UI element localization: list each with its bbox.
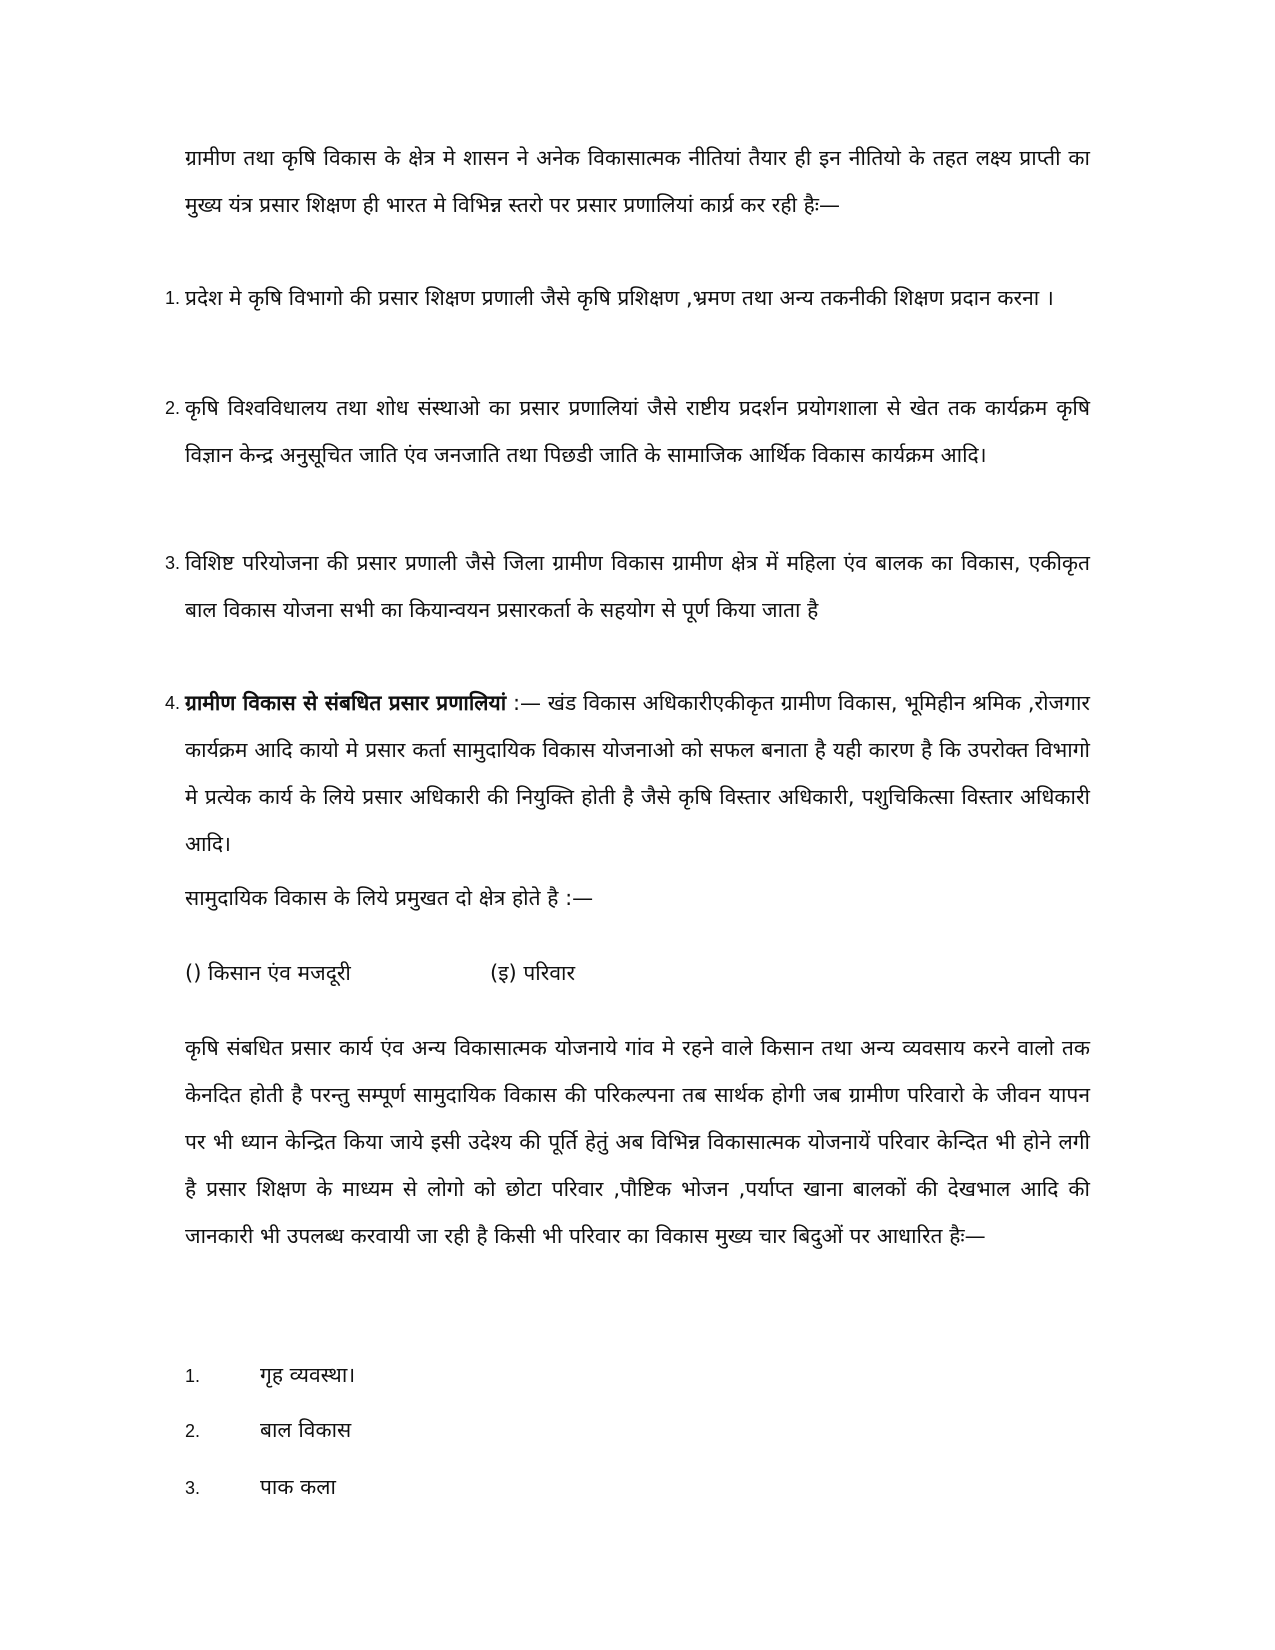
list-item-2: [165, 385, 1090, 479]
item-lead-heading: ग्रामीण विकास से संबधित प्रसार प्रणालियां: [185, 691, 507, 715]
community-heading: सामुदायिक विकास के लिये प्रमुखत दो क्षेत्र होते है :—: [185, 886, 594, 910]
item-body: :— खंड विकास अधिकारीएकीकृत ग्रामीण विकास, भूमिहीन श्रमिक ,रोजगार कार्यक्रम आदि कायो मे प्रसार कर्ता सामुदायिक विकास योजनाओ को सफल बनाता है यही कारण है कि उपरोक्त विभागो मे प्रत्येक कार्य के लिये प्रसार अधिकारी की नियुक्ति होती है जैसे कृषि विस्तार अधिकारी, पशुचिकित्सा विस्तार अधिकारी आदि।: [185, 691, 1090, 856]
point-number: 3.: [185, 1478, 201, 1498]
item-number: 3.: [165, 553, 181, 573]
point-2: [185, 1410, 785, 1451]
area-a: () किसान एंव मजदूरी: [185, 961, 351, 985]
item-text: कृषि विश्वविधालय तथा शोध संस्थाओ का प्रसार प्रणालियां जैसे राष्टीय प्रदर्शन प्रयोगशाला से खेत तक कार्यक्रम कृषि विज्ञान केन्द्र अनुसूचित जाति एंव जनजाति तथा पिछडी जाति के सामाजिक आर्थिक विकास कार्यक्रम आदि।: [185, 396, 1090, 467]
item-text: [185, 680, 1090, 868]
list-item-1: [165, 275, 1090, 322]
point-3: [185, 1467, 785, 1508]
point-text: गृह व्यवस्था।: [260, 1363, 356, 1387]
point-number: 1.: [185, 1366, 201, 1386]
point-1: [185, 1355, 785, 1396]
point-text: बाल विकास: [260, 1418, 352, 1442]
item-number: 1.: [165, 288, 181, 308]
list-item-4: [165, 680, 1090, 868]
intro-paragraph: ग्रामीण तथा कृषि विकास के क्षेत्र मे शासन ने अनेक विकासात्मक नीतियां तैयार ही इन नीतियो के तहत लक्ष्य प्राप्ती का मुख्य यंत्र प्रसार शिक्षण ही भारत मे विभिन्न स्तरो पर प्रसार प्रणालियां कार्य्र कर रही हैः—: [185, 146, 1090, 217]
item-text: प्रदेश मे कृषि विभागो की प्रसार शिक्षण प्रणाली जैसे कृषि प्रशिक्षण ,भ्रमण तथा अन्य तकनीकी शिक्षण प्रदान करना ।: [185, 286, 1054, 310]
body-paragraph: कृषि संबधित प्रसार कार्य एंव अन्य विकासात्मक योजनाये गांव मे रहने वाले किसान तथा अन्य व्यवसाय करने वालो तक केनदित होती है परन्तु सम्पूर्ण सामुदायिक विकास की परिकल्पना तब सार्थक होगी जब ग्रामीण परिवारो के जीवन यापन पर भी ध्यान केन्द्रित किया जाये इसी उदेश्य की पूर्ति हेतुं अब विभिन्न विकासात्मक योजनायें परिवार केन्दित भी होने लगी है प्रसार शिक्षण के माध्यम से लोगो को छोटा परिवार ,पौष्टिक भोजन ,पर्याप्त खाना बालकों की देखभाल आदि की जानकारी भी उपलब्ध करवायी जा रही है किसी भी परिवार का विकास मुख्य चार बिदुओं पर आधारित हैः—: [185, 1036, 1090, 1248]
areas-row: [185, 950, 576, 997]
point-number: 2.: [185, 1421, 201, 1441]
item-number: 4.: [165, 693, 181, 713]
area-b: (इ) परिवार: [490, 961, 576, 985]
point-text: पाक कला: [260, 1475, 336, 1499]
item-text: विशिष्ट परियोजना की प्रसार प्रणाली जैसे जिला ग्रामीण विकास ग्रामीण क्षेत्र में महिला एंव बालक का विकास, एकीकृत बाल विकास योजना सभी का कियान्वयन प्रसारकर्ता के सहयोग से पूर्ण किया जाता है: [185, 551, 1090, 622]
list-item-3: [165, 540, 1090, 634]
item-number: 2.: [165, 398, 181, 418]
